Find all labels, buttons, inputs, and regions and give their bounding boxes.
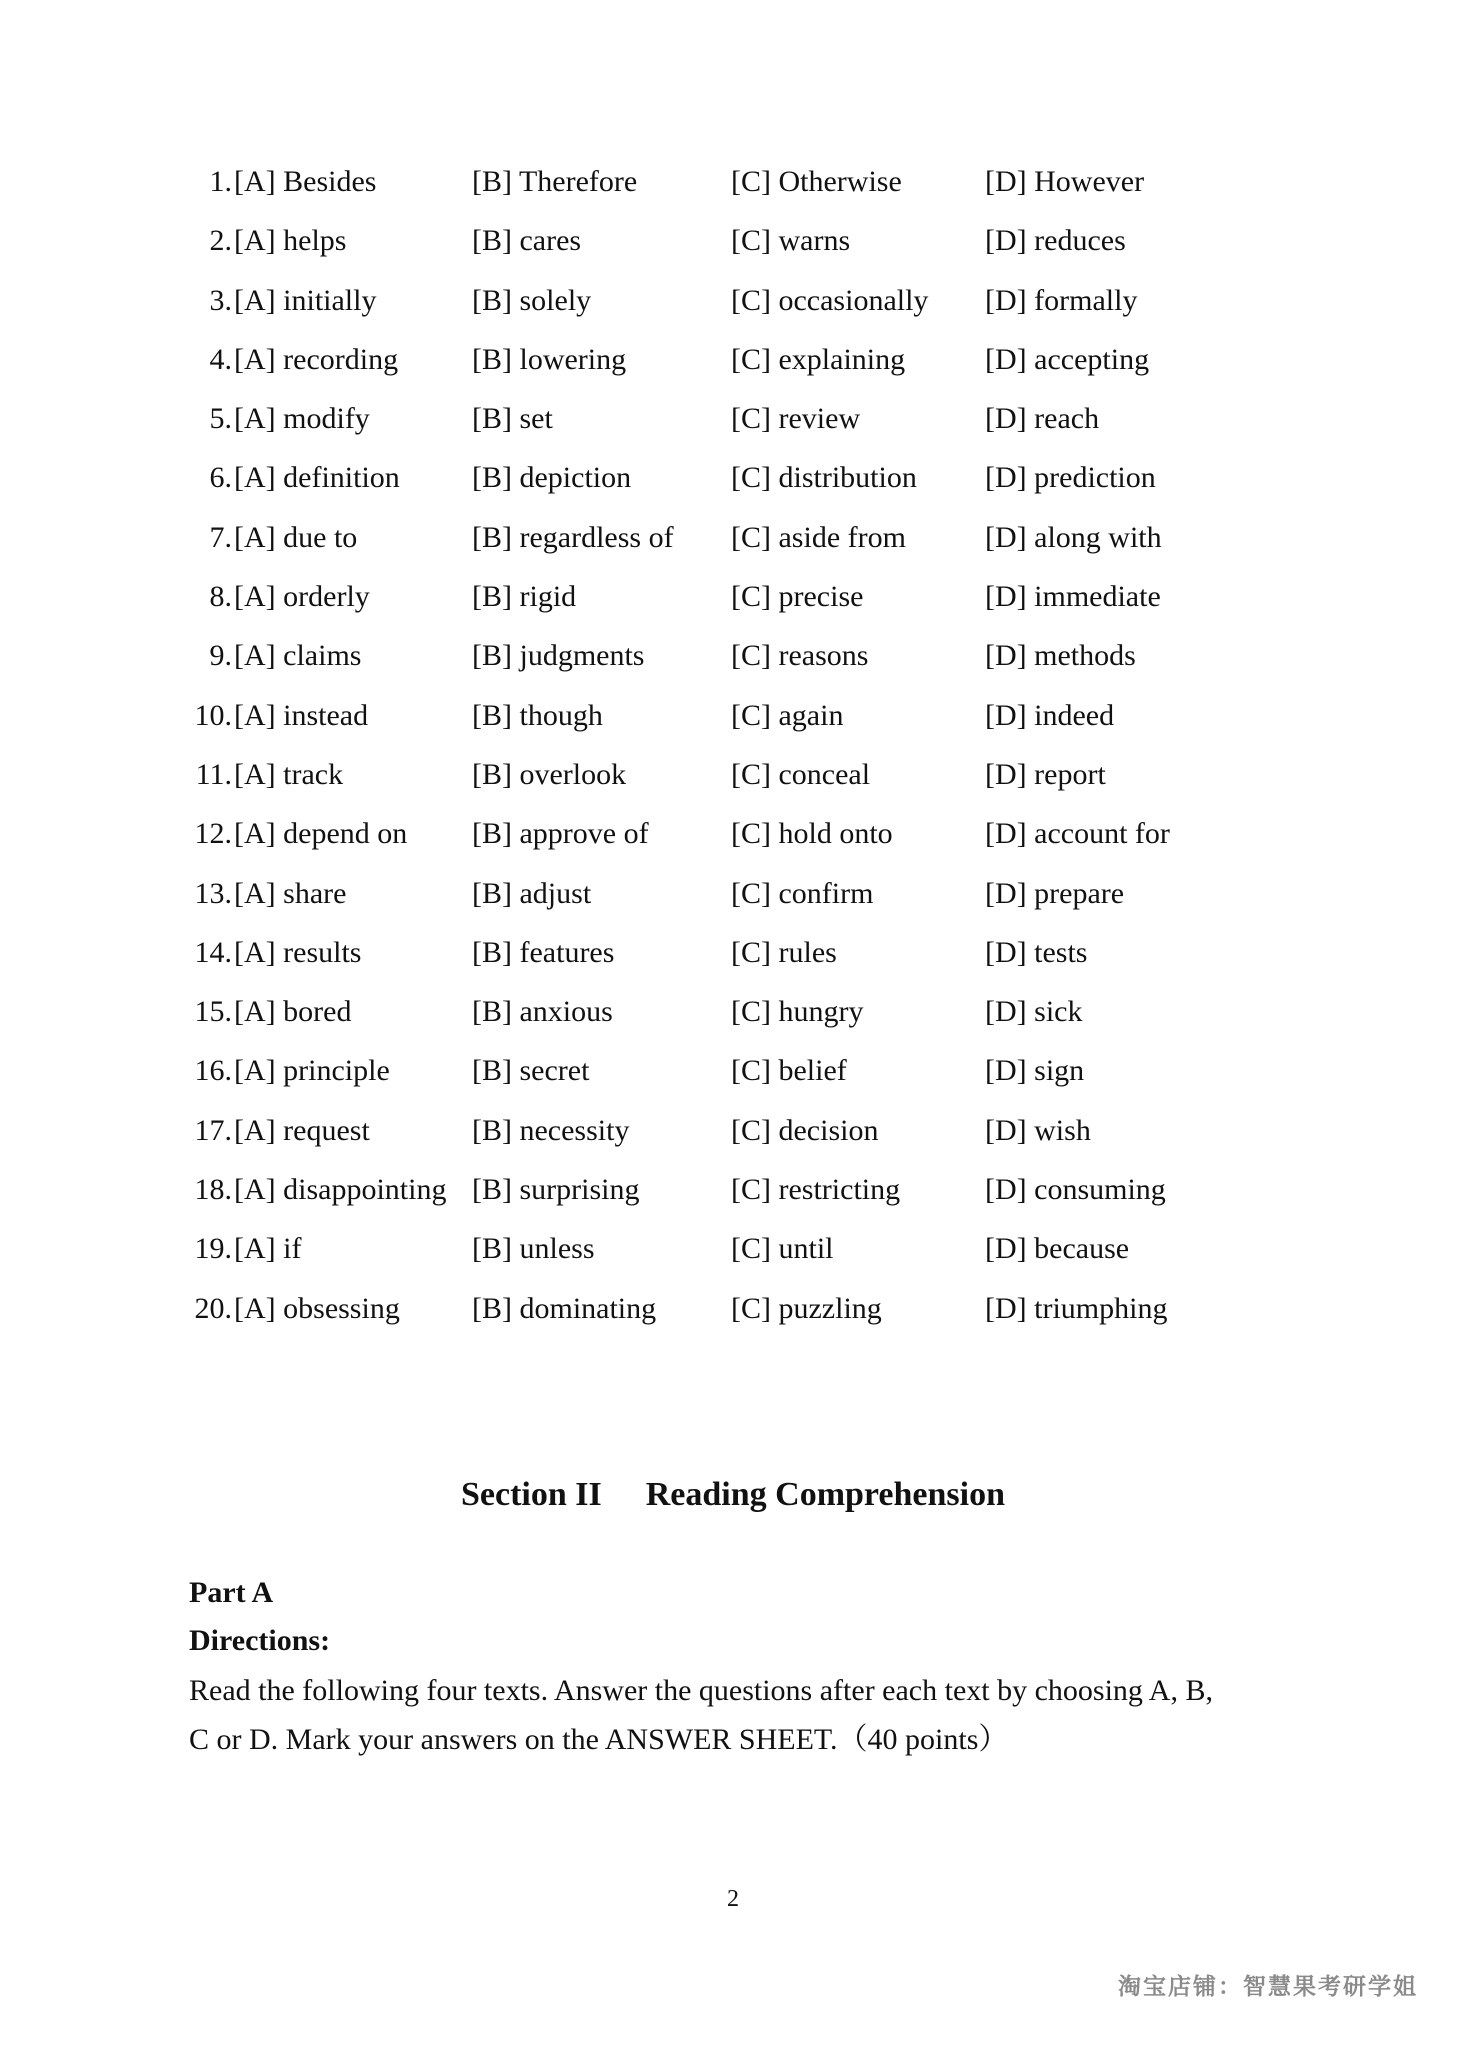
option-b: [B] Therefore xyxy=(472,165,638,198)
shop-watermark: 淘宝店铺：智慧果考研学姐 xyxy=(1118,1974,1418,2000)
option-b: [B] lowering xyxy=(472,342,627,376)
page-number: 2 xyxy=(727,1886,739,1912)
option-row xyxy=(0,389,1466,448)
option-a: [A] if xyxy=(234,1232,302,1266)
option-c: [C] belief xyxy=(731,1054,847,1088)
option-b: [B] rigid xyxy=(472,580,577,614)
question-number: 1. xyxy=(209,165,232,198)
option-row xyxy=(0,804,1466,863)
option-row xyxy=(0,567,1466,626)
question-number: 11. xyxy=(195,757,232,791)
option-a: [A] Besides xyxy=(234,165,377,198)
option-row xyxy=(0,152,1466,211)
option-d: [D] tests xyxy=(985,935,1088,969)
option-c: [C] aside from xyxy=(731,520,906,554)
option-c: [C] hungry xyxy=(731,995,864,1029)
question-number: 9. xyxy=(209,639,232,673)
option-row xyxy=(0,508,1466,567)
option-row xyxy=(0,448,1466,507)
option-c: [C] explaining xyxy=(731,342,906,376)
option-c: [C] precise xyxy=(731,580,864,614)
option-b: [B] secret xyxy=(472,1054,590,1088)
option-c: [C] occasionally xyxy=(731,283,929,317)
option-d: [D] along with xyxy=(985,520,1162,554)
option-row xyxy=(0,626,1466,685)
option-row xyxy=(0,982,1466,1041)
option-d: [D] indeed xyxy=(985,698,1115,732)
option-row xyxy=(0,211,1466,270)
option-row xyxy=(0,1041,1466,1100)
option-row xyxy=(0,1160,1466,1219)
option-d: [D] wish xyxy=(985,1113,1091,1147)
option-c: [C] conceal xyxy=(731,757,871,791)
option-c: [C] confirm xyxy=(731,876,874,910)
option-d: [D] reduces xyxy=(985,224,1126,258)
option-b: [B] approve of xyxy=(472,817,649,851)
directions-text xyxy=(189,1666,1309,1764)
option-row xyxy=(0,1101,1466,1160)
option-d: [D] reach xyxy=(985,402,1100,436)
option-row xyxy=(0,330,1466,389)
option-d: [D] sick xyxy=(985,995,1083,1029)
option-row xyxy=(0,686,1466,745)
option-c: [C] hold onto xyxy=(731,817,893,851)
option-c: [C] again xyxy=(731,698,844,732)
option-c: [C] distribution xyxy=(731,461,917,495)
option-b: [B] though xyxy=(472,698,603,732)
option-c: [C] review xyxy=(731,402,861,436)
question-number: 2. xyxy=(209,224,232,258)
option-row xyxy=(0,271,1466,330)
option-row xyxy=(0,1219,1466,1278)
option-c: [C] restricting xyxy=(731,1173,901,1207)
option-a: [A] instead xyxy=(234,698,369,732)
option-a: [A] bored xyxy=(234,995,352,1029)
option-b: [B] regardless of xyxy=(472,520,674,554)
question-number: 20. xyxy=(194,1291,232,1325)
option-c: [C] Otherwise xyxy=(731,165,902,198)
question-number: 14. xyxy=(194,935,232,969)
option-d: [D] methods xyxy=(985,639,1136,673)
option-a: [A] definition xyxy=(234,461,400,495)
option-d: [D] triumphing xyxy=(985,1291,1168,1325)
option-c: [C] until xyxy=(731,1232,834,1266)
question-number: 13. xyxy=(194,876,232,910)
option-d: [D] prediction xyxy=(985,461,1156,495)
option-b: [B] necessity xyxy=(472,1113,630,1147)
option-d: [D] prepare xyxy=(985,876,1125,910)
option-row xyxy=(0,864,1466,923)
option-a: [A] due to xyxy=(234,520,358,554)
question-number: 19. xyxy=(194,1232,232,1266)
option-a: [A] request xyxy=(234,1113,370,1147)
option-d: [D] However xyxy=(985,165,1145,198)
option-a: [A] disappointing xyxy=(234,1173,447,1207)
option-b: [B] overlook xyxy=(472,757,627,791)
option-a: [A] orderly xyxy=(234,580,370,614)
question-number: 8. xyxy=(209,580,232,614)
option-b: [B] depiction xyxy=(472,461,632,495)
option-b: [B] features xyxy=(472,935,615,969)
option-a: [A] share xyxy=(234,876,347,910)
option-b: [B] surprising xyxy=(472,1173,640,1207)
option-b: [B] adjust xyxy=(472,876,592,910)
option-b: [B] judgments xyxy=(472,639,645,673)
option-a: [A] principle xyxy=(234,1054,390,1088)
option-a: [A] depend on xyxy=(234,817,408,851)
option-b: [B] anxious xyxy=(472,995,613,1029)
question-number: 15. xyxy=(194,995,232,1029)
option-row xyxy=(0,1279,1466,1338)
option-d: [D] account for xyxy=(985,817,1170,851)
option-b: [B] cares xyxy=(472,224,582,258)
question-number: 4. xyxy=(209,342,232,376)
option-row xyxy=(0,745,1466,804)
option-b: [B] dominating xyxy=(472,1291,657,1325)
question-number: 12. xyxy=(194,817,232,851)
option-c: [C] reasons xyxy=(731,639,869,673)
question-number: 10. xyxy=(194,698,232,732)
option-b: [B] unless xyxy=(472,1232,595,1266)
question-number: 3. xyxy=(209,283,232,317)
option-d: [D] because xyxy=(985,1232,1130,1266)
question-number: 7. xyxy=(209,520,232,554)
directions-line: Read the following four texts. Answer the questions after each text by choosing A, B, xyxy=(189,1674,1213,1707)
section-heading xyxy=(0,1472,1466,1518)
option-a: [A] initially xyxy=(234,283,377,317)
section-title: Reading Comprehension xyxy=(645,1476,1005,1513)
option-c: [C] puzzling xyxy=(731,1291,882,1325)
option-b: [B] solely xyxy=(472,283,592,317)
option-d: [D] accepting xyxy=(985,342,1150,376)
option-a: [A] recording xyxy=(234,342,399,376)
option-a: [A] track xyxy=(234,757,344,791)
option-a: [A] claims xyxy=(234,639,362,673)
option-d: [D] report xyxy=(985,757,1106,791)
directions-line: C or D. Mark your answers on the ANSWER SHEET.（40 points） xyxy=(189,1723,1009,1756)
option-c: [C] rules xyxy=(731,935,837,969)
options-list xyxy=(0,152,1466,1338)
option-c: [C] decision xyxy=(731,1113,879,1147)
question-number: 18. xyxy=(194,1173,232,1207)
option-a: [A] modify xyxy=(234,402,370,436)
question-number: 16. xyxy=(194,1054,232,1088)
option-a: [A] results xyxy=(234,935,362,969)
option-d: [D] consuming xyxy=(985,1173,1166,1207)
question-number: 17. xyxy=(194,1113,232,1147)
question-number: 5. xyxy=(209,402,232,436)
option-d: [D] immediate xyxy=(985,580,1161,614)
option-b: [B] set xyxy=(472,402,553,436)
directions-label: Directions: xyxy=(189,1624,331,1657)
option-c: [C] warns xyxy=(731,224,851,258)
option-a: [A] helps xyxy=(234,224,347,258)
option-d: [D] formally xyxy=(985,283,1138,317)
option-a: [A] obsessing xyxy=(234,1291,400,1325)
option-d: [D] sign xyxy=(985,1054,1085,1088)
question-number: 6. xyxy=(209,461,232,495)
part-label: Part A xyxy=(189,1576,274,1609)
section-number: Section II xyxy=(461,1476,602,1513)
option-row xyxy=(0,923,1466,982)
